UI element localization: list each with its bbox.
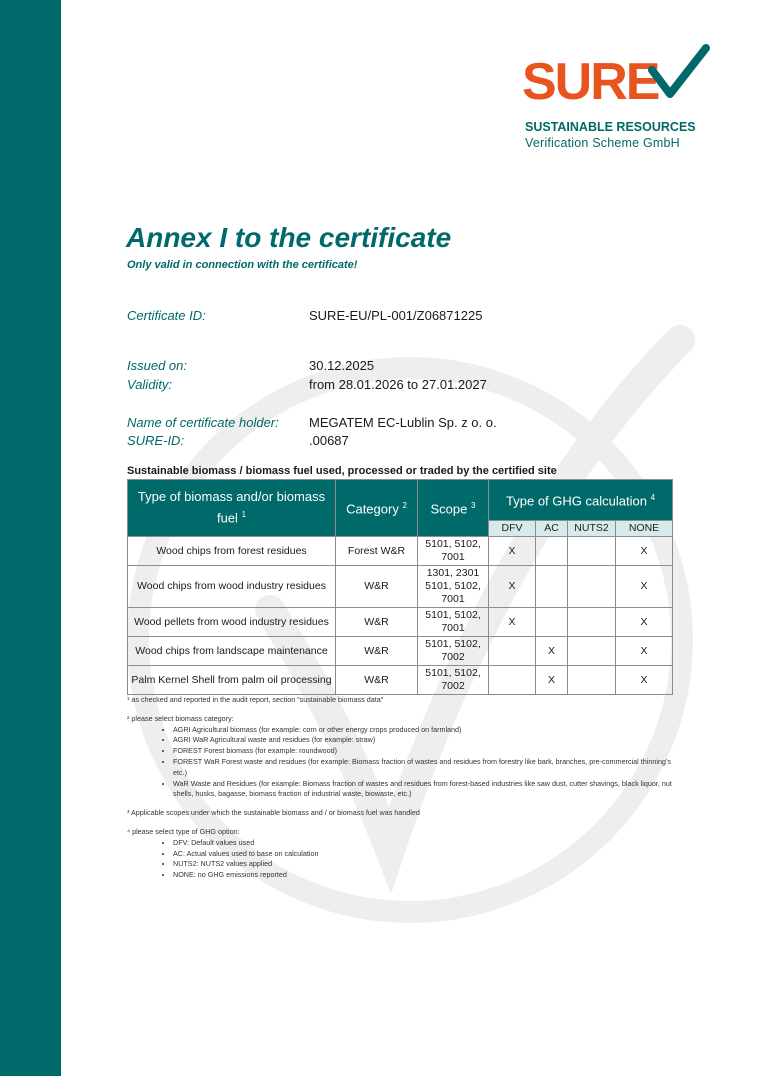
issued-label: Issued on:: [127, 358, 187, 373]
logo-brand-text: SURE: [522, 53, 659, 111]
ghg-option-list: [157, 838, 677, 881]
table-caption: Sustainable biomass / biomass fuel used, processed or traded by the certified site: [127, 465, 557, 477]
table-row: [128, 566, 673, 608]
cell-none: X: [616, 537, 673, 566]
cell-dfv: X: [489, 608, 536, 637]
logo-checkmark-icon: [648, 44, 710, 100]
cell-nuts2: [568, 637, 616, 666]
list-item: • NUTS2: NUTS2 values applied: [173, 859, 677, 870]
list-item: • DFV: Default values used: [173, 838, 677, 849]
list-item: • AGRI Agricultural biomass (for example: corn or other energy crops produced on farmland): [173, 725, 677, 736]
cell-scope: 5101, 5102, 7002: [418, 666, 489, 695]
header-dfv: DFV: [489, 521, 536, 537]
cell-ac: [536, 608, 568, 637]
header-scope: Scope $^3$: [418, 480, 489, 537]
certificate-id-value: SURE-EU/PL-001/Z06871225: [309, 308, 483, 323]
cell-dfv: X: [489, 537, 536, 566]
cell-type: Wood chips from landscape maintenance: [128, 637, 336, 666]
cell-scope: 5101, 5102, 7001: [418, 537, 489, 566]
footnote-3: ³ Applicable scopes under which the sustainable biomass and / or biomass fuel was handled: [127, 808, 420, 818]
cell-category: W&R: [336, 566, 418, 608]
cell-ac: X: [536, 666, 568, 695]
holder-label: Name of certificate holder:: [127, 415, 279, 430]
cell-type: Wood pellets from wood industry residues: [128, 608, 336, 637]
list-item: • AC: Actual values used to base on calculation: [173, 849, 677, 860]
footnote-4: ⁴ please select type of GHG option:: [127, 826, 240, 836]
list-item: • FOREST Forest biomass (for example: roundwood): [173, 746, 677, 757]
cell-none: X: [616, 637, 673, 666]
logo-line-2: Verification Scheme GmbH: [525, 136, 680, 150]
sure-id-value: .00687: [309, 433, 349, 448]
table-row: [128, 537, 673, 566]
issued-value: 30.12.2025: [309, 358, 375, 373]
cell-category: W&R: [336, 637, 418, 666]
cell-dfv: [489, 666, 536, 695]
cell-none: X: [616, 666, 673, 695]
validity-label: Validity:: [127, 377, 173, 392]
cell-none: X: [616, 608, 673, 637]
cell-nuts2: [568, 566, 616, 608]
holder-value: MEGATEM EC-Lublin Sp. z o. o.: [309, 415, 497, 430]
footnote-1: ¹ as checked and reported in the audit report, section “sustainable biomass data”: [127, 695, 384, 704]
page-subtitle: Only valid in connection with the certificate!: [127, 259, 358, 271]
header-nuts2: NUTS2: [568, 521, 616, 537]
header-none: NONE: [616, 521, 673, 537]
certificate-id-label: Certificate ID:: [127, 308, 206, 323]
cell-scope: 1301, 2301 5101, 5102, 7001: [418, 566, 489, 608]
cell-nuts2: [568, 666, 616, 695]
header-type: Type of biomass and/or biomass fuel $^1$: [128, 480, 336, 537]
cell-scope: 5101, 5102, 7002: [418, 637, 489, 666]
page-title: Annex I to the certificate: [126, 222, 452, 253]
list-item: • NONE: no GHG emissions reported: [173, 870, 677, 881]
logo-line-1: SUSTAINABLE RESOURCES: [525, 120, 696, 134]
list-item: • WaR Waste and Residues (for example: Biomass fraction of wastes and residues from forest-based industries like saw dust, cutter shavings, black liquor, nut shells, husks, bagasse, biomass fraction of industrial waste, biowaste, etc.): [173, 779, 677, 801]
header-category: Category $^2$: [336, 480, 418, 537]
cell-dfv: [489, 637, 536, 666]
cell-category: W&R: [336, 666, 418, 695]
cell-none: X: [616, 566, 673, 608]
biomass-table: [127, 479, 673, 695]
table-row: [128, 637, 673, 666]
table-row: [128, 666, 673, 695]
cell-scope: 5101, 5102, 7001: [418, 608, 489, 637]
cell-category: Forest W&R: [336, 537, 418, 566]
header-ac: AC: [536, 521, 568, 537]
footnotes: [127, 695, 677, 881]
left-sidebar-band: [0, 0, 61, 1076]
list-item: • FOREST WaR Forest waste and residues (for example: Biomass fraction of wastes and residues from forestry like bark, branches, pre-commercial thinning’s etc.): [173, 757, 677, 779]
cell-nuts2: [568, 608, 616, 637]
cell-dfv: X: [489, 566, 536, 608]
cell-nuts2: [568, 537, 616, 566]
cell-ac: [536, 537, 568, 566]
sure-logo: [522, 44, 712, 150]
header-ghg: Type of GHG calculation $^4$: [489, 480, 673, 521]
cell-type: Wood chips from wood industry residues: [128, 566, 336, 608]
biomass-category-list: [157, 725, 677, 801]
list-item: • AGRI WaR Agricultural waste and residues (for example: straw): [173, 735, 677, 746]
cell-category: W&R: [336, 608, 418, 637]
table-row: [128, 608, 673, 637]
validity-value: from 28.01.2026 to 27.01.2027: [309, 377, 487, 392]
cell-type: Palm Kernel Shell from palm oil processing: [128, 666, 336, 695]
cell-ac: X: [536, 637, 568, 666]
footnote-2: ² please select biomass category:: [127, 713, 234, 723]
cell-type: Wood chips from forest residues: [128, 537, 336, 566]
sure-id-label: SURE-ID:: [127, 433, 185, 448]
cell-ac: [536, 566, 568, 608]
